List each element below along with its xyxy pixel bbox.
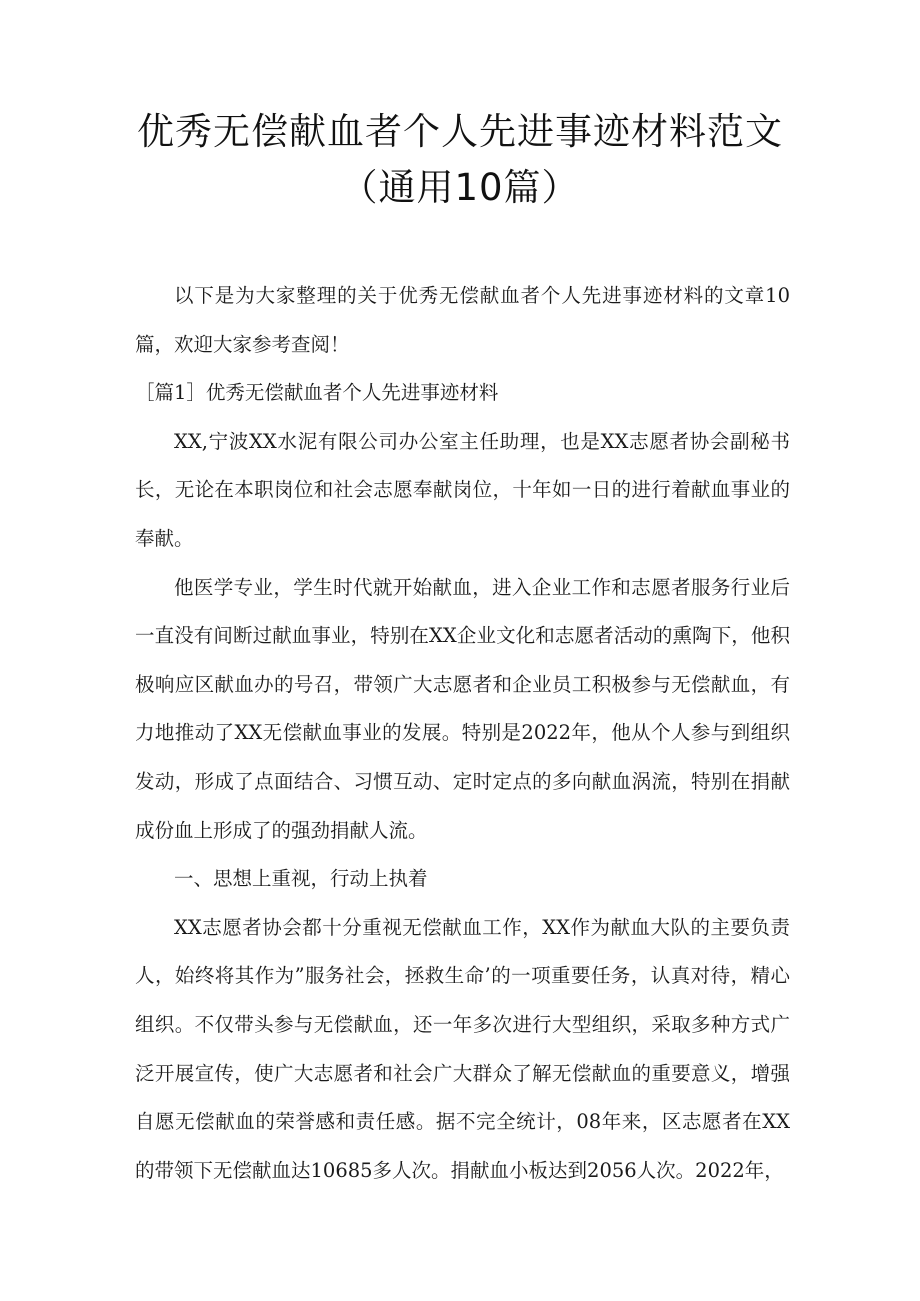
- section-heading: 一、思想上重视，行动上执着: [174, 867, 428, 891]
- document-title: 优秀无偿献血者个人先进事迹材料范文（通用10篇）: [137, 110, 783, 209]
- paragraph: XX,宁波XX水泥有限公司办公室主任助理，也是XX志愿者协会副秘书长，无论在本职岗位和社会志愿奉献岗位，十年如一日的进行着献血事业的奉献。: [135, 429, 790, 550]
- article-heading: ［篇1］优秀无偿献血者个人先进事迹材料: [135, 381, 499, 405]
- paragraph: 他医学专业，学生时代就开始献血，进入企业工作和志愿者服务行业后一直没有间断过献血事业，特别在XX企业文化和志愿者活动的熏陶下，他积极响应区献血办的号召，带领广大志愿者和企业员工积极参与无偿献血，有力地推动了XX无偿献血事业的发展。特别是2022年，他从个人参与到组织发动，形成了点面结合、习惯互动、定时定点的多向献血涡流，特别在捐献成份血上形成了的强劲捐献人流。: [135, 575, 790, 842]
- document-body: [135, 272, 790, 1195]
- paragraph: XX志愿者协会都十分重视无偿献血工作，XX作为献血大队的主要负责人，始终将其作为”服务社会，拯救生命’的一项重要任务，认真对待，精心组织。不仅带头参与无偿献血，还一年多次进行大型组织，采取多种方式广泛开展宣传，使广大志愿者和社会广大群众了解无偿献血的重要意义，增强自愿无偿献血的荣誉感和责任感。据不完全统计，08年来，区志愿者在XX的带领下无偿献血达10685多人次。捐献血小板达到2056人次。2022年，: [135, 915, 790, 1182]
- intro-paragraph: 以下是为大家整理的关于优秀无偿献血者个人先进事迹材料的文章10篇，欢迎大家参考查阅！: [135, 284, 790, 356]
